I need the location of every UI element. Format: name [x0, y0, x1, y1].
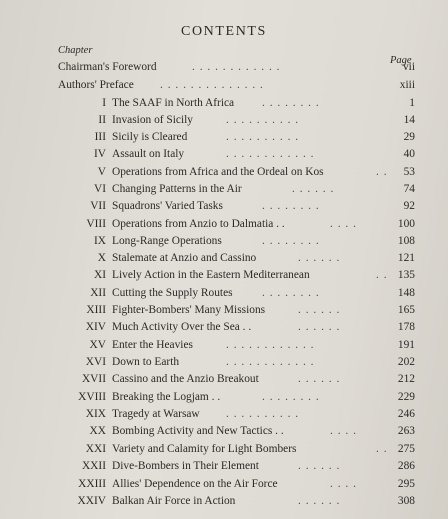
chapter-title: Cassino and the Anzio Breakout: [112, 373, 259, 385]
chapter-page: 53: [403, 166, 415, 178]
dot-leader: . . . . . . . . . . . .: [192, 61, 281, 73]
chapter-page: 100: [397, 218, 415, 230]
chapter-title: Invasion of Sicily: [112, 114, 193, 126]
chapter-page: 212: [397, 373, 415, 385]
toc-entry: [0, 425, 448, 442]
entry-title: Chairman's Foreword: [58, 61, 157, 73]
chapter-number: XVI: [85, 356, 106, 368]
chapter-title: Tragedy at Warsaw: [112, 408, 200, 420]
toc-entry: [0, 166, 448, 183]
chapter-number: XVII: [81, 373, 106, 385]
dot-leader: . . . . . .: [298, 304, 341, 316]
dot-leader: . . . .: [330, 478, 357, 490]
toc-entry: [0, 408, 448, 425]
toc-entry: [0, 495, 448, 512]
toc-entry: [0, 235, 448, 252]
dot-leader: . .: [376, 166, 388, 178]
toc-entry: [0, 321, 448, 338]
chapter-title: Sicily is Cleared: [112, 131, 188, 143]
chapter-title: The SAAF in North Africa: [112, 97, 235, 109]
chapter-title: Variety and Calamity for Light Bombers: [112, 443, 297, 455]
chapter-page: 308: [397, 495, 415, 507]
chapter-title: Breaking the Logjam . .: [112, 391, 221, 403]
dot-leader: . . . . . . . . . . . .: [226, 339, 315, 351]
toc-entry: [0, 114, 448, 131]
toc-entry: [0, 304, 448, 321]
dot-leader: . . . . . . . .: [262, 391, 320, 403]
toc-entry: [0, 287, 448, 304]
chapter-number: XVIII: [78, 391, 106, 403]
chapter-number: VIII: [86, 218, 106, 230]
chapter-title: Lively Action in the Eastern Mediterranean: [112, 269, 310, 281]
chapter-title: Balkan Air Force in Action: [112, 495, 236, 507]
chapter-title: Fighter-Bombers' Many Missions: [112, 304, 266, 316]
dot-leader: . . . . . .: [292, 183, 335, 195]
chapter-number: XIII: [86, 304, 106, 316]
entry-title: Authors' Preface: [58, 79, 134, 91]
chapter-title: Operations from Anzio to Dalmatia . .: [112, 218, 285, 230]
chapter-page: 191: [397, 339, 415, 351]
dot-leader: . . . . . . . .: [262, 235, 320, 247]
toc-entry: [0, 252, 448, 269]
chapter-number: XIV: [85, 321, 106, 333]
dot-leader: . . . . . . . .: [262, 287, 320, 299]
toc-entry: [0, 339, 448, 356]
entry-page: xiii: [399, 79, 415, 91]
dot-leader: . . . . . . . . . . . . . .: [160, 79, 264, 91]
toc-entry: [0, 131, 448, 148]
dot-leader: . . . . . .: [298, 460, 341, 472]
entry-page: vii: [402, 61, 415, 73]
chapter-number: V: [97, 166, 106, 178]
dot-leader: . . . . . . . . . . . .: [226, 148, 315, 160]
chapter-number: XX: [89, 425, 106, 437]
dot-leader: . . . . . .: [298, 252, 341, 264]
toc-entry: [0, 218, 448, 235]
toc-entry: [0, 478, 448, 495]
chapter-number: XI: [93, 269, 106, 281]
chapter-page: 74: [403, 183, 415, 195]
toc-entry-preface: [0, 79, 448, 96]
chapter-page: 286: [397, 460, 415, 472]
chapter-number: VI: [93, 183, 106, 195]
dot-leader: . . . . . .: [298, 495, 341, 507]
toc-entry: [0, 183, 448, 200]
chapter-page: 165: [397, 304, 415, 316]
toc-entry: [0, 148, 448, 165]
chapter-number: II: [98, 114, 106, 126]
chapter-page: 135: [397, 269, 415, 281]
toc-entry: [0, 269, 448, 286]
chapter-number: XXII: [81, 460, 106, 472]
chapter-title: Bombing Activity and New Tactics . .: [112, 425, 284, 437]
chapter-number: VII: [90, 200, 106, 212]
chapter-page: 108: [397, 235, 415, 247]
chapter-number: XV: [89, 339, 106, 351]
chapter-number: XXI: [85, 443, 106, 455]
dot-leader: . . . . . . . .: [262, 97, 320, 109]
chapter-title: Long-Range Operations: [112, 235, 222, 247]
dot-leader: . . . . . . . .: [262, 200, 320, 212]
toc-entry: [0, 200, 448, 217]
dot-leader: . . . .: [330, 425, 357, 437]
chapter-title: Dive-Bombers in Their Element: [112, 460, 259, 472]
toc-entry: [0, 373, 448, 390]
chapter-page: 275: [397, 443, 415, 455]
chapter-title: Allies' Dependence on the Air Force: [112, 478, 278, 490]
dot-leader: . . . . . . . . . .: [226, 408, 300, 420]
toc-entry: [0, 97, 448, 114]
toc-entry: [0, 460, 448, 477]
chapter-number: IV: [93, 148, 106, 160]
chapter-column-header: Chapter: [58, 45, 93, 56]
dot-leader: . . . . . . . . . .: [226, 131, 300, 143]
chapter-number: X: [97, 252, 106, 264]
chapter-title: Enter the Heavies: [112, 339, 193, 351]
chapter-page: 295: [397, 478, 415, 490]
chapter-number: XII: [90, 287, 106, 299]
chapter-number: XIX: [85, 408, 106, 420]
chapter-page: 40: [403, 148, 415, 160]
page-column-header: Page: [390, 55, 412, 66]
page-title: CONTENTS: [181, 24, 267, 39]
chapter-page: 92: [403, 200, 415, 212]
dot-leader: . . . .: [330, 218, 357, 230]
chapter-number: I: [102, 97, 106, 109]
chapter-page: 178: [397, 321, 415, 333]
dot-leader: . .: [376, 269, 388, 281]
chapter-number: III: [94, 131, 106, 143]
chapter-number: XXIII: [78, 478, 106, 490]
toc-entry: [0, 391, 448, 408]
chapter-number: IX: [93, 235, 106, 247]
dot-leader: . . . . . .: [298, 321, 341, 333]
chapter-page: 29: [403, 131, 415, 143]
chapter-page: 14: [403, 114, 415, 126]
chapter-title: Cutting the Supply Routes: [112, 287, 233, 299]
chapter-page: 121: [397, 252, 415, 264]
chapter-page: 148: [397, 287, 415, 299]
chapter-title: Stalemate at Anzio and Cassino: [112, 252, 257, 264]
dot-leader: . .: [376, 443, 388, 455]
dot-leader: . . . . . . . . . . . .: [226, 356, 315, 368]
chapter-title: Operations from Africa and the Ordeal on Kos: [112, 166, 324, 178]
chapter-page: 202: [397, 356, 415, 368]
chapter-title: Assault on Italy: [112, 148, 185, 160]
chapter-title: Down to Earth: [112, 356, 180, 368]
chapter-page: 263: [397, 425, 415, 437]
chapter-number: XXIV: [77, 495, 106, 507]
chapter-page: 229: [397, 391, 415, 403]
chapter-title: Much Activity Over the Sea . .: [112, 321, 252, 333]
dot-leader: . . . . . .: [298, 373, 341, 385]
toc-entry-foreword: [0, 61, 448, 78]
chapter-page: 246: [397, 408, 415, 420]
chapter-title: Changing Patterns in the Air: [112, 183, 242, 195]
toc-entry: [0, 443, 448, 460]
chapter-page: 1: [409, 97, 415, 109]
dot-leader: . . . . . . . . . .: [226, 114, 300, 126]
chapter-title: Squadrons' Varied Tasks: [112, 200, 223, 212]
toc-entry: [0, 356, 448, 373]
